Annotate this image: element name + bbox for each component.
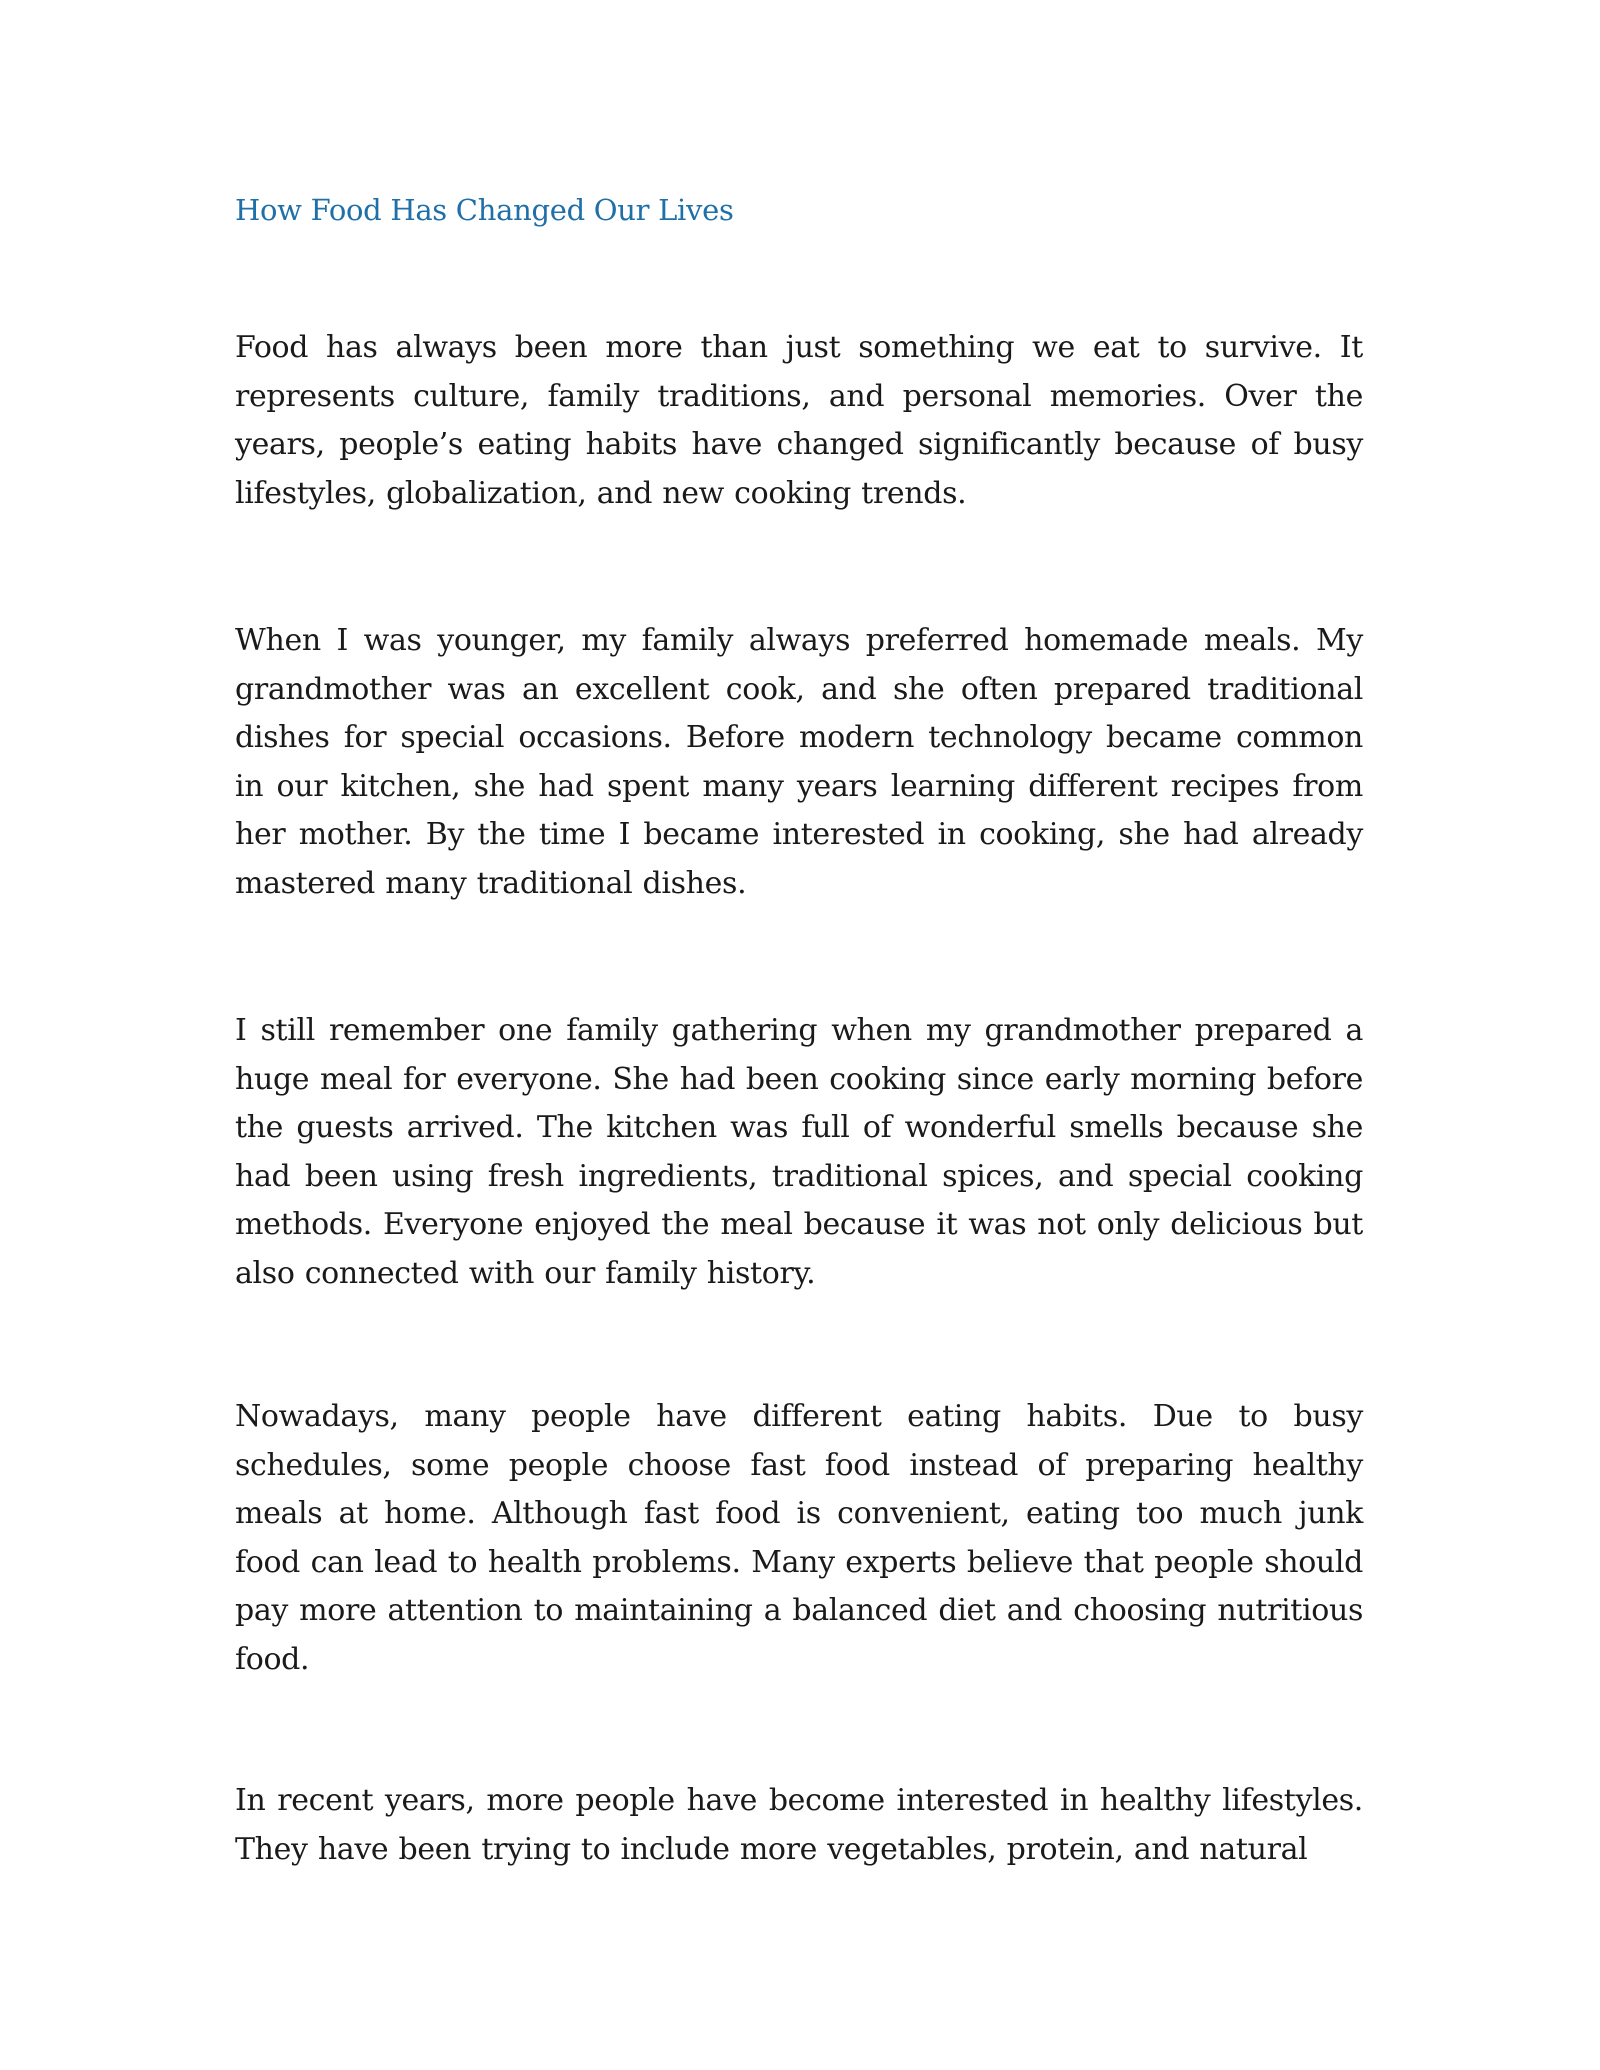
document-body: [235, 324, 1363, 1874]
paragraph-modern-habits: Nowadays, many people have different eating habits. Due to busy schedules, some people choose fast food instead of preparing healthy meals at home. Although fast food is convenient, eating too much junk food can lead to health problems. Many experts believe that people should pay more attention to maintaining a balanced diet and choosing nutritious food.: [235, 1399, 1363, 1677]
document-content: [235, 188, 1363, 1973]
paragraph-healthy-lifestyles: In recent years, more people have become interested in healthy lifestyles. They have been trying to include more vegetables, protein, and natural: [235, 1783, 1363, 1867]
paragraph-intro: Food has always been more than just something we eat to survive. It represents culture, family traditions, and personal memories. Over the years, people’s eating habits have changed significantly because of busy lifestyles, globalization, and new cooking trends.: [235, 330, 1363, 511]
document-title: How Food Has Changed Our Lives: [235, 193, 734, 227]
paragraph-homemade-meals: When I was younger, my family always preferred homemade meals. My grandmother was an excellent cook, and she often prepared traditional dishes for special occasions. Before modern technology became common in our kitchen, she had spent many years learning different recipes from her mother. By the time I became interested in cooking, she had already mastered many traditional dishes.: [235, 623, 1363, 901]
paragraph-family-gathering: I still remember one family gathering when my grandmother prepared a huge meal for everyone. She had been cooking since early morning before the guests arrived. The kitchen was full of wonderful smells because she had been using fresh ingredients, traditional spices, and special cooking methods. Everyone enjoyed the meal because it was not only delicious but also connected with our family history.: [235, 1013, 1363, 1291]
